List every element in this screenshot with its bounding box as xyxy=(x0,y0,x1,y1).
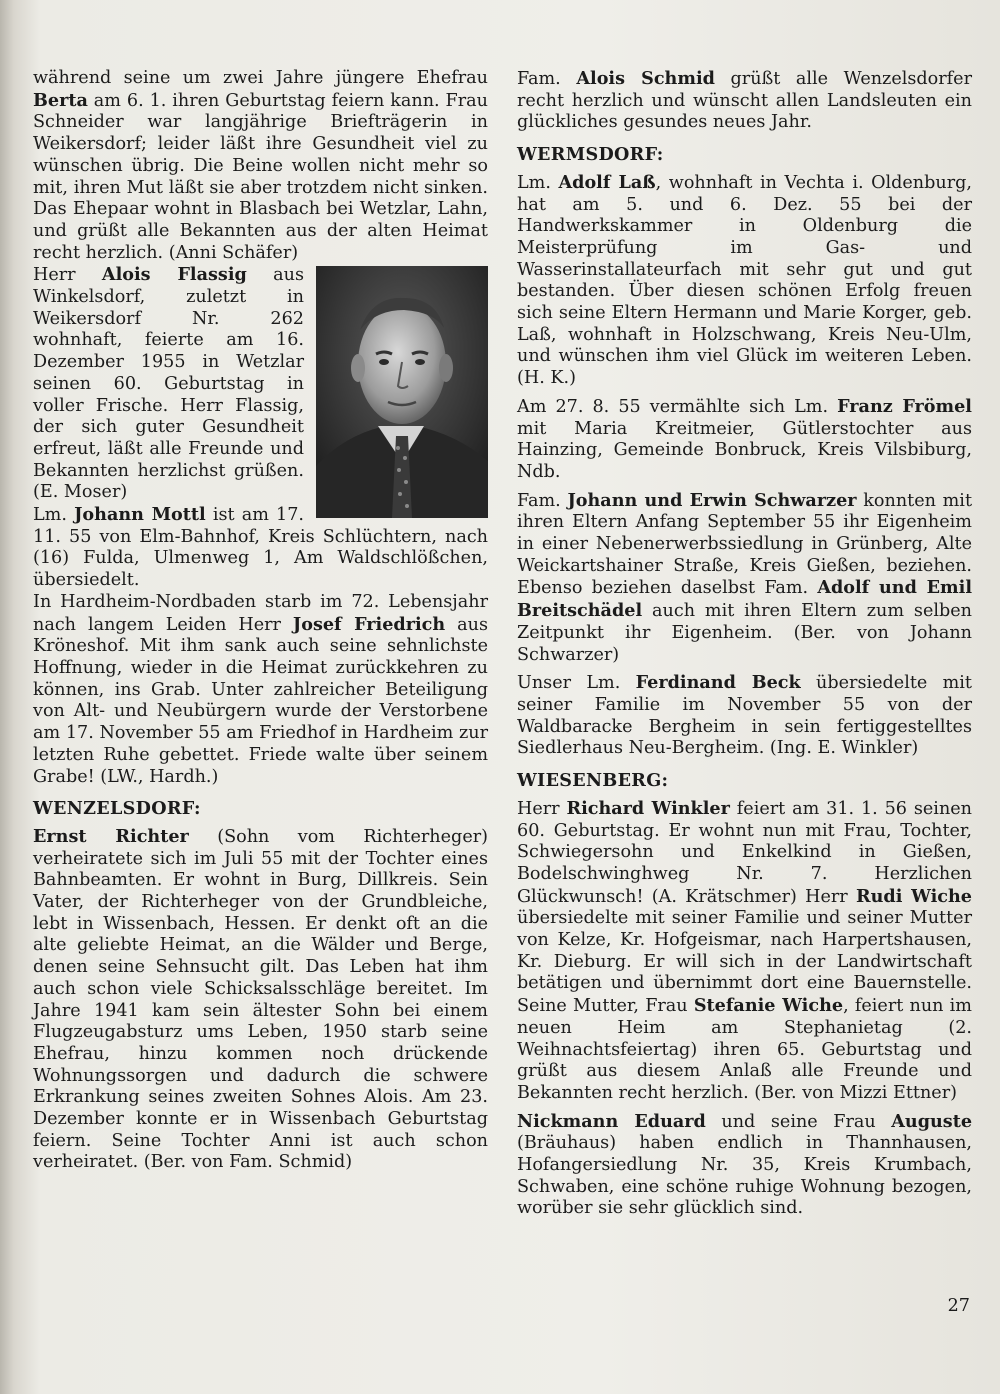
left-column xyxy=(33,68,488,1174)
name-johann-mottl: Johann Mottl xyxy=(74,504,206,526)
portrait-photo xyxy=(316,266,488,518)
name-alois-flassig: Alois Flassig xyxy=(101,264,247,286)
name-breitschaedel: Adolf und Emil Breitschädel xyxy=(517,577,973,622)
heading-wermsdorf: WERMSDORF: xyxy=(517,144,664,166)
page-number: 27 xyxy=(947,1296,970,1316)
name-berta: Berta xyxy=(33,89,88,111)
name-ernst-richter: Ernst Richter xyxy=(33,825,189,847)
paragraph-mottl: Lm. Johann Mottl ist am 17. 11. 55 von Elm-Bahnhof, Kreis Schlüchtern, nach (16) Fulda, Ulmenweg 1, Am Waldschlößchen, übersiedelt. xyxy=(33,504,488,591)
paragraph-schneider: während seine um zwei Jahre jüngere Ehefrau Berta am 6. 1. ihren Geburtstag feiern kann. Frau Schneider war langjährige Briefträgerin in Weikersdorf; leider läßt ihre Gesundheit viel zu wünschen übrig. Die Beine wollen nicht mehr so mit, ihren Mut läßt sie aber trotzdem nicht sinken. Das Ehepaar wohnt in Blasbach bei Wetzlar, Lahn, und grüßt alle Bekannten aus der alten Heimat recht herzlich. (Anni Schäfer) xyxy=(33,68,488,263)
name-ferdinand-beck: Ferdinand Beck xyxy=(635,672,801,694)
paragraph-schwarzer: Fam. Johann und Erwin Schwarzer konnten mit ihren Eltern Anfang September 55 ihr Eigenheim in einer Nebenerwerbssiedlung in Grünberg, Alte Weickartshainer Straße, Kreis Gießen, beziehen. Ebenso beziehen daselbst Fam. Adolf und Emil Breitschädel auch mit ihren Eltern zum selben Zeitpunkt ihr Eigenheim. (Ber. von Johann Schwarzer) xyxy=(517,489,973,665)
paragraph-flassig: Herr Alois Flassig aus Winkelsdorf, zuletzt in Weikersdorf Nr. 262 wohnhaft, feierte am 16. Dezember 1955 in Wetzlar seinen 60. Geburtstag in voller Frische. Herr Flassig, der sich guter Gesundheit erfreut, läßt alle Freunde und Bekannten herzlichst grüßen. (E. Moser) xyxy=(33,264,305,503)
name-franz-froemel: Franz Frömel xyxy=(837,395,972,417)
name-alois-schmid: Alois Schmid xyxy=(576,68,715,89)
name-stefanie-wiche: Stefanie Wiche xyxy=(693,995,844,1017)
paragraph-beck: Unser Lm. Ferdinand Beck übersiedelte mit seiner Familie im November 55 von der Waldbaracke Bergheim in sein fertiggestelltes Siedlerhaus Neu-Bergheim. (Ing. E. Winkler) xyxy=(517,672,973,759)
paragraph-lass: Lm. Adolf Laß, wohnhaft in Vechta i. Oldenburg, hat am 5. und 6. Dez. 55 bei der Handwerkskammer in Oldenburg die Meisterprüfung im Gas- und Wasserinstallateurfach mit sehr gut und gut bestanden. Über diesen schönen Erfolg freuen sich seine Eltern Hermann und Marie Korger, geb. Laß, wohnhaft in Holzschwang, Kreis Neu-Ulm, und wünschen ihm viel Glück im weiteren Leben. (H. K.) xyxy=(517,171,972,389)
paragraph-richter: Ernst Richter (Sohn vom Richterheger) verheiratete sich im Juli 55 mit der Tochter eines Bahnbeamten. Er wohnt in Burg, Dillkreis. Sein Vater, der Richterheger von der Grundbleiche, lebt in Wissenbach, Hessen. Er denkt oft an die alte geliebte Heimat, an die Wälder und Berge, denen seine Sehnsucht gilt. Das Leben hat ihm auch schon viele Schicksalsschläge bereitet. Im Jahre 1941 kam sein ältester Sohn bei einem Flugzeugabsturz ums Leben, 1950 starb seine Ehefrau, hinzu kommen noch drückende Wohnungssorgen und dadurch die schwere Erkrankung seines zweiten Sohnes Alois. Am 23. Dezember konnte er in Wissenbach Geburtstag feiern. Seine Tochter Anni ist auch schon verheiratet. (Ber. von Fam. Schmid) xyxy=(33,825,489,1173)
name-adolf-lass: Adolf Laß xyxy=(558,171,656,193)
paragraph-schmid: Fam. Alois Schmid grüßt alle Wenzelsdorfer recht herzlich und wünscht allen Landsleuten ein glückliches gesundes neues Jahr. xyxy=(517,68,972,133)
name-rudi-wiche: Rudi Wiche xyxy=(855,885,972,907)
heading-wenzelsdorf: WENZELSDORF: xyxy=(33,798,201,820)
name-richard-winkler: Richard Winkler xyxy=(566,797,730,819)
portrait-image xyxy=(316,266,488,518)
heading-wiesenberg: WIESENBERG: xyxy=(517,770,669,792)
name-nickmann-eduard: Nickmann Eduard xyxy=(517,1110,706,1132)
name-schwarzer: Johann und Erwin Schwarzer xyxy=(567,489,857,511)
paragraph-nickmann: Nickmann Eduard und seine Frau Auguste (Bräuhaus) haben endlich in Thannhausen, Hofangersiedlung Nr. 35, Kreis Krumbach, Schwaben, eine schöne ruhige Wohnung bezogen, worüber sie sehr glücklich sind. xyxy=(517,1110,973,1219)
name-josef-friedrich: Josef Friedrich xyxy=(292,613,446,635)
paragraph-winkler-wiche: Herr Richard Winkler feiert am 31. 1. 56 seinen 60. Geburtstag. Er wohnt nun mit Frau, Tochter, Schwiegersohn und Enkelkind in Gießen, Bodelschwinghweg Nr. 7. Herzlichen Glückwunsch! (A. Krätschmer) Herr Rudi Wiche übersiedelte mit seiner Familie und seiner Mutter von Kelze, Kr. Hofgeismar, nach Harpertshausen, Kr. Dieburg. Er will sich in der Landwirtschaft betätigen und übernimmt dort eine Bauernstelle. Seine Mutter, Frau Stefanie Wiche, feiert nun im neuen Heim am Stephanietag (2. Weihnachtsfeiertag) ihren 65. Geburtstag und grüßt aus diesem Anlaß alle Freunde und Bekannten recht herzlich. (Ber. von Mizzi Ettner) xyxy=(517,797,973,1103)
paragraph-froemel: Am 27. 8. 55 vermählte sich Lm. Franz Frömel mit Maria Kreitmeier, Gütlerstochter aus Hainzing, Gemeinde Bonbruck, Kreis Vilsbiburg, Ndb. xyxy=(517,395,972,482)
right-column xyxy=(517,68,972,1226)
name-auguste: Auguste xyxy=(891,1110,973,1132)
paragraph-friedrich: In Hardheim-Nordbaden starb im 72. Lebensjahr nach langem Leiden Herr Josef Friedrich aus Kröneshof. Mit ihm sank auch seine sehnlichste Hoffnung, wieder in die Heimat zurückkehren zu können, ins Grab. Unter zahlreicher Beteiligung von Alt- und Neubürgern wurde der Verstorbene am 17. November 55 am Friedhof in Hardheim zur letzten Ruhe gebettet. Friede walte über seinem Grabe! (LW., Hardh.) xyxy=(33,591,488,787)
